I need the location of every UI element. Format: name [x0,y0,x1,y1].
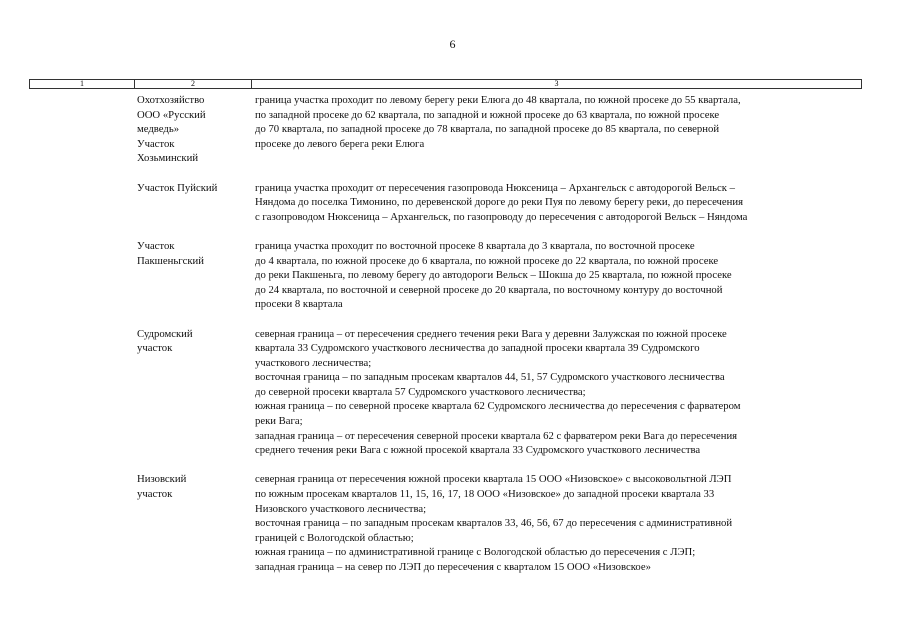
description-line: южная граница – по административной границе с Вологодской областью до пересечения с ЛЭП; [255,546,696,559]
description-line: до 70 квартала, по западной просеке до 78 квартала, по западной просеке до 85 квартала, по северной [255,123,720,136]
boundary-description [255,181,865,225]
area-name-line: Хозьминский [137,152,199,165]
area-name [137,472,253,574]
boundary-description [255,239,865,312]
description-line: западная граница – от пересечения северной просеки квартала 62 с фарватером реки Вага до пересечения [255,429,738,442]
description-line: южная граница – по северной просеке квартала 62 Судромского лесничества до пересечения с фарватером [255,400,741,413]
column-header-1: 1 [30,80,135,88]
description-line: северная граница от пересечения южной просеки квартала 15 ООО «Низовское» с высоковольтной ЛЭП [255,473,732,486]
area-name-line: Пакшеньгский [137,254,204,267]
area-name-line: ООО «Русский [137,108,206,121]
table-row [0,239,905,312]
area-name-line: Участок [137,239,175,252]
area-name-line: Охотхозяйство [137,94,205,106]
description-line: по западной просеке до 62 квартала, по западной и южной просеке до 63 квартала, по южной просеке [255,108,720,121]
description-line: до северной просеки квартала 57 Судромского участкового лесничества; [255,385,586,398]
area-name-line: участок [137,342,173,355]
table-row [0,181,905,225]
table-header-row [29,79,862,89]
area-name-line: Судромский [137,327,193,340]
area-name [137,239,253,312]
description-line: Няндома до поселка Тимонино, по деревенской дороге до реки Пуя по левому берегу реки, до пересечения [255,196,744,209]
boundary-description [255,472,865,574]
table-body [0,93,905,589]
area-name-line: Низовский [137,473,187,486]
description-line: до 4 квартала, по южной просеке до 6 квартала, по южной просеке до 22 квартала, по южной просеке [255,254,719,267]
description-line: участкового лесничества; [255,356,372,369]
description-line: квартала 33 Судромского участкового лесничества до западной просеки квартала 39 Судромского [255,342,700,355]
table-row [0,327,905,458]
description-line: восточная граница – по западным просекам кварталов 44, 51, 57 Судромского участкового лесничества [255,371,725,384]
description-line: реки Вага; [255,415,303,428]
boundary-description [255,327,865,458]
area-name-line: участок [137,488,173,501]
area-name [137,93,253,166]
description-line: Низовского участкового лесничества; [255,502,427,515]
page-number: 6 [449,37,456,51]
description-line: просеки 8 квартала [255,298,343,311]
description-line: граница участка проходит по восточной просеке 8 квартала до 3 квартала, по восточной просеке [255,239,695,252]
description-line: до реки Пакшеньга, по левому берегу до автодороги Вельск – Шокша до 25 квартала, по южной просеке [255,269,732,282]
description-line: граница участка проходит по левому берегу реки Елюга до 48 квартала, по южной просеке до 55 квартала, [255,94,741,106]
description-line: с газопроводом Нюксеница – Архангельск, по газопроводу до пересечения с автодорогой Вельск – Няндома [255,210,748,223]
area-name-line: Участок Пуйский [137,181,218,194]
description-line: северная граница – от пересечения среднего течения реки Вага у деревни Залужская по южной просеке [255,327,727,340]
description-line: восточная граница – по западным просекам кварталов 33, 46, 56, 67 до пересечения с административной [255,517,733,530]
area-name-line: медведь» [137,123,180,136]
area-name [137,327,253,458]
area-name-line: Участок [137,137,175,150]
description-line: среднего течения реки Вага с южной просекой квартала 33 Судромского участкового лесничества [255,444,701,457]
description-line: западная граница – на север по ЛЭП до пересечения с кварталом 15 ООО «Низовское» [255,561,651,573]
table-row [0,472,905,574]
boundary-description [255,93,865,166]
table-row [0,93,905,166]
column-header-2: 2 [135,80,252,88]
description-line: границей с Вологодской областью; [255,531,414,544]
area-name [137,181,253,225]
description-line: по южным просекам кварталов 11, 15, 16, 17, 18 ООО «Низовское» до западной просеки квартала 33 [255,488,715,501]
column-header-3: 3 [554,79,559,88]
description-line: просеке до левого берега реки Елюга [255,137,425,150]
description-line: граница участка проходит от пересечения газопровода Нюксеница – Архангельск с автодорогой Вельск – [255,181,735,194]
description-line: до 24 квартала, по восточной и северной просеке до 20 квартала, по восточному контуру до восточной [255,283,723,296]
